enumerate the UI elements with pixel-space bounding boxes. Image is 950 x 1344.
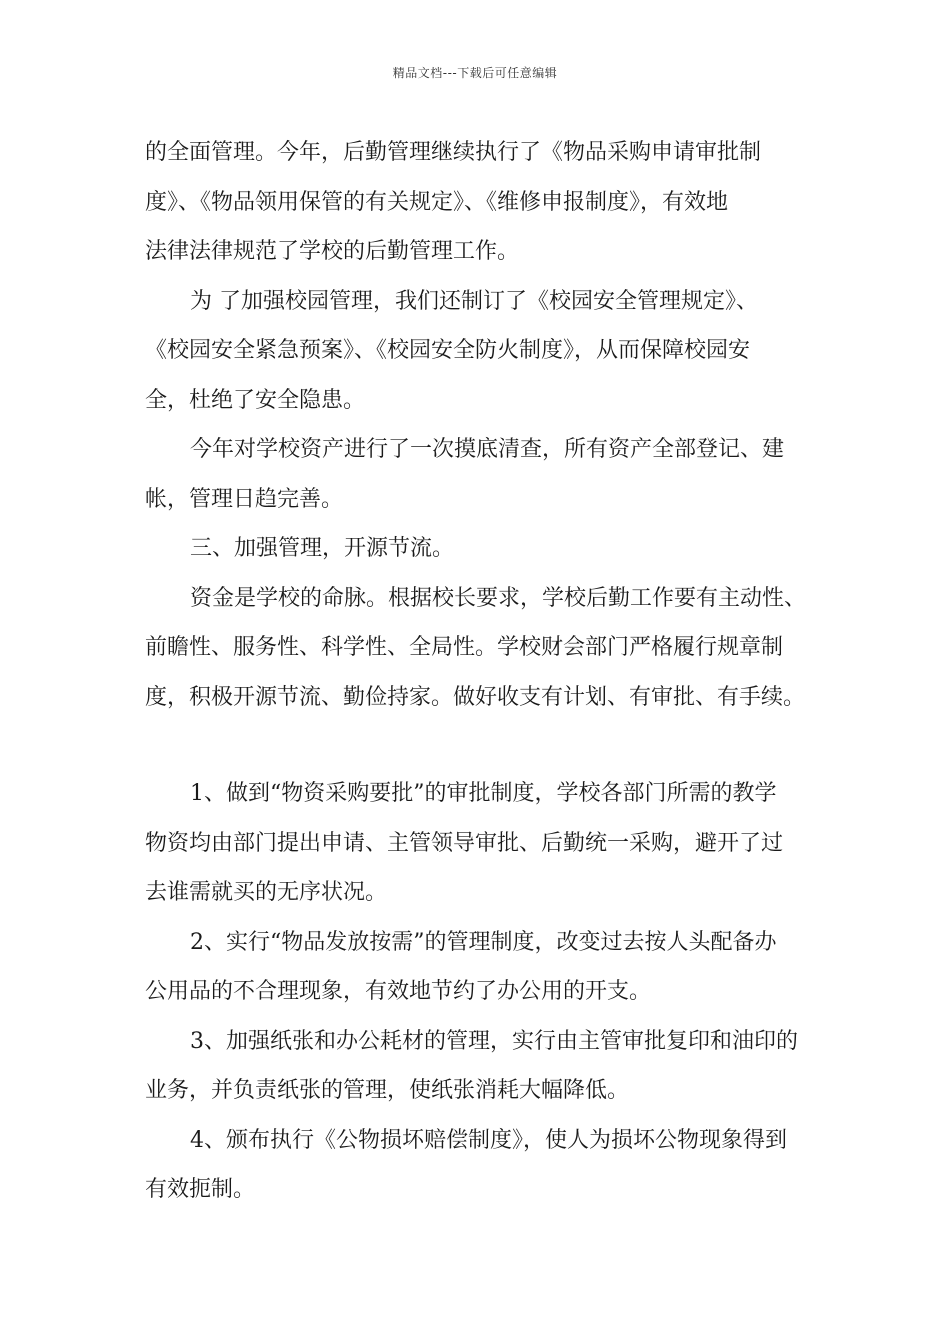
text-line: 3、加强纸张和办公耗材的管理，实行由主管审批复印和油印的: [190, 1028, 798, 1054]
text-line: 帐，管理日趋完善。: [145, 486, 344, 512]
list-item: [145, 918, 820, 1017]
document-body: [145, 128, 820, 1215]
paragraph: [145, 574, 820, 723]
section-heading: [145, 524, 820, 574]
text-line: 前瞻性、服务性、科学性、全局性。学校财会部门严格履行规章制: [145, 635, 784, 660]
text-line: 度，积极开源节流、勤俭持家。做好收支有计划、有审批、有手续。: [145, 684, 806, 710]
text-line: 物资均由部门提出申请、主管领导审批、后勤统一采购，避开了过: [145, 830, 784, 856]
text-line: 资金是学校的命脉。根据校长要求，学校后勤工作要有主动性、: [190, 585, 807, 611]
paragraph: [145, 425, 820, 524]
list-item: [145, 769, 820, 918]
list-item: [145, 1116, 820, 1215]
text-line: 全，杜绝了安全隐患。: [145, 387, 366, 413]
page-header: 精品文档---下载后可任意编辑: [392, 66, 558, 80]
paragraph: [145, 128, 820, 277]
text-line: 为 了加强校园管理，我们还制订了《校园安全管理规定》、: [190, 288, 758, 314]
text-line: 业务，并负责纸张的管理，使纸张消耗大幅降低。: [145, 1078, 630, 1103]
text-line: 公用品的不合理现象，有效地节约了办公用的开支。: [145, 979, 652, 1004]
text-line: 4、颁布执行《公物损坏赔偿制度》，使人为损坏公物现象得到: [190, 1127, 787, 1153]
text-line: 有效扼制。: [145, 1177, 256, 1202]
list-item: [145, 1017, 820, 1116]
text-line: 去谁需就买的无序状况。: [145, 880, 388, 905]
text-line: 今年对学校资产进行了一次摸底清查，所有资产全部登记、建: [190, 437, 785, 462]
paragraph: [145, 277, 820, 426]
text-line: 1、做到“物资采购要批”的审批制度，学校各部门所需的教学: [190, 781, 777, 806]
text-line: 法律法律规范了学校的后勤管理工作。: [145, 239, 520, 264]
text-line: 《校园安全紧急预案》、《校园安全防火制度》，从而保障校园安: [145, 338, 751, 363]
text-line: 2、实行“物品发放按需”的管理制度，改变过去按人头配备办: [190, 929, 777, 955]
text-line: 度》、《物品领用保管的有关规定》、《维修申报制度》，有效地: [145, 189, 729, 215]
text-line: 的全面管理。今年，后勤管理继续执行了《物品采购申请审批制: [145, 140, 762, 165]
blank-line: [145, 722, 820, 769]
text-line: 三、加强管理，开源节流。: [190, 536, 455, 561]
